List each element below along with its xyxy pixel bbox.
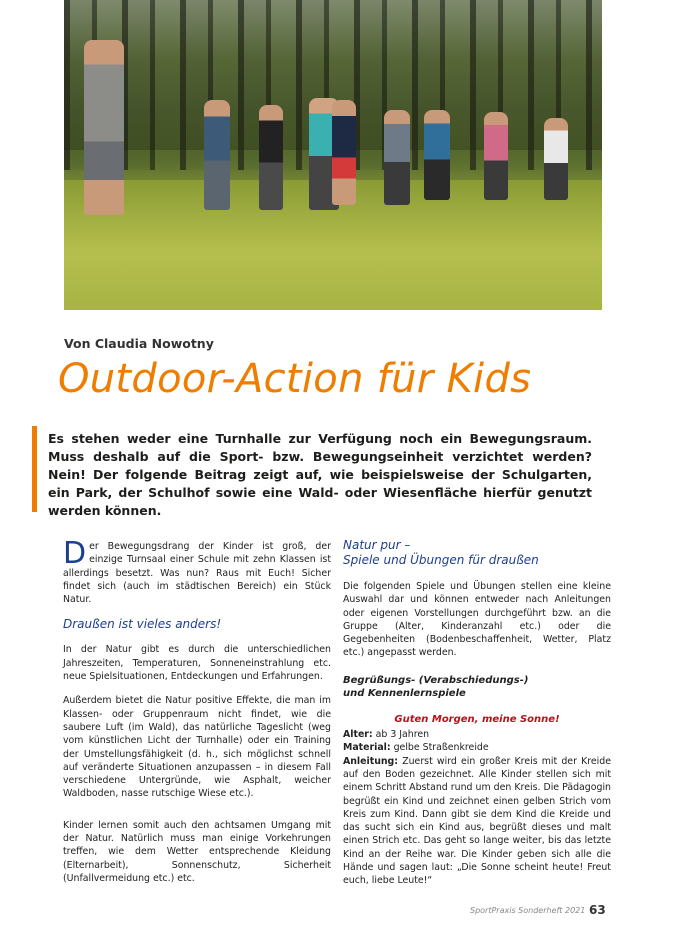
heading-line: Spiele und Übungen für draußen [343, 553, 539, 567]
game-material [343, 741, 611, 754]
subheading-line: Begrüßungs- (Verabschiedungs-) [343, 674, 529, 686]
body-paragraph: In der Natur gibt es durch die unterschiedlichen Jahreszeiten, Temperaturen, Sonneneinstrahlung etc. neue Spielsituationen, Entdeckungen und Erfahrungen. [63, 644, 331, 683]
section-heading-draussen: Draußen ist vieles anders! [63, 617, 222, 632]
photo-child-figure [424, 110, 450, 200]
hero-photo-children-outdoors [64, 0, 602, 310]
page-number: 63 [589, 903, 606, 917]
game-age [343, 728, 611, 741]
author-byline: Von Claudia Nowotny [64, 336, 214, 351]
article-title: Outdoor-Action für Kids [58, 356, 532, 402]
section-heading-natur-pur [343, 538, 611, 568]
material-label: Material: [343, 742, 391, 754]
drop-cap: D [63, 536, 87, 571]
intro-paragraph [63, 536, 331, 606]
photo-child-figure [544, 118, 568, 200]
lead-paragraph: Es stehen weder eine Turnhalle zur Verfügung noch ein Bewegungsraum. Muss deshalb auf die Sport- bzw. Bewegungseinheit verzichtet werden? Nein! Der folgende Beitrag zeigt auf, wie beispielsweise der Schulgarten, ein Park, der Schulhof sowie eine Wald- oder Wiesenfläche hierfür genutzt werden können. [48, 431, 592, 518]
photo-child-figure [332, 100, 356, 205]
material-value: gelbe Straßenkreide [390, 742, 489, 754]
game-title: Guten Morgen, meine Sonne! [394, 713, 560, 725]
subheading-games [343, 674, 611, 701]
body-paragraph: Die folgenden Spiele und Übungen stellen eine kleine Auswahl dar und können entweder nach Anleitungen oder eigenen Vorstellungen durchgeführt bzw. an die Gruppe (Alter, Kinderanzahl etc.) oder die Gegebenheiten (Bodenbeschaffenheit, Wetter, Platz etc.) angepasst werden. [343, 581, 611, 659]
age-label: Alter: [343, 729, 373, 741]
left-column [63, 536, 331, 896]
age-value: ab 3 Jahren [372, 729, 430, 741]
body-paragraph: Außerdem bietet die Natur positive Effekte, die man im Klassen- oder Gruppenraum nicht findet, wie die saubere Luft (im Wald), das natürliche Tageslicht (weg vom künstlichen Licht der Turnhalle) oder ein Training der Umstellungsfähigkeit (d. h., sich möglichst schnell auf veränderte Situationen anzupassen – in diesem Fall verschiedene Untergründe, wie Asphalt, weicher Waldboden, nasse rutschige Wiese etc.). [63, 695, 331, 800]
heading-line: Natur pur – [343, 538, 411, 552]
right-column [343, 538, 611, 888]
game-instructions [343, 755, 611, 888]
body-paragraph: Kinder lernen somit auch den achtsamen Umgang mit der Natur. Natürlich muss man einige Vorkehrungen treffen, wie dem Wetter entsprechende Kleidung (Elternarbeit), Sonnenschutz, Sicherheit (Unfallvermeidung etc.) etc. [63, 819, 331, 884]
intro-text: er Bewegungsdrang der Kinder ist groß, der einzige Turnsaal einer Schule mit zehn Klassen ist allerdings besetzt. Was nun? Raus mit Euch! Sicher findet sich (auch im städtischen Bereich) ein Stück Natur. [63, 541, 331, 606]
photo-child-figure [259, 105, 283, 210]
instruction-value: Zuerst wird ein großer Kreis mit der Kreide auf den Boden gezeichnet. Alle Kinder stellen sich mit einem Schritt Abstand rund um den Kreis. Die Pädagogin begrüßt ein Kind und zeichnet einen gelben Strich vom Kreis zum Kind. Dann gibt sie dem Kind die Kreide und das sucht sich ein Kind aus, begrüßt dieses und malt einen Strich etc. Das geht so lange weiter, bis das letzte Kind an der Reihe war. Die Kinder geben sich alle die Hände und sagen laut: „Die Sonne scheint heute! Freut euch, liebe Leute!“ [343, 755, 611, 887]
photo-child-figure [384, 110, 410, 205]
photo-child-figure [84, 40, 124, 215]
lead-accent-bar [32, 426, 37, 512]
photo-child-figure [484, 112, 508, 200]
instruction-label: Anleitung: [343, 755, 399, 767]
magazine-footer: SportPraxis Sonderheft 2021 [470, 906, 586, 915]
photo-child-figure [204, 100, 230, 210]
subheading-line: und Kennenlernspiele [343, 688, 466, 700]
